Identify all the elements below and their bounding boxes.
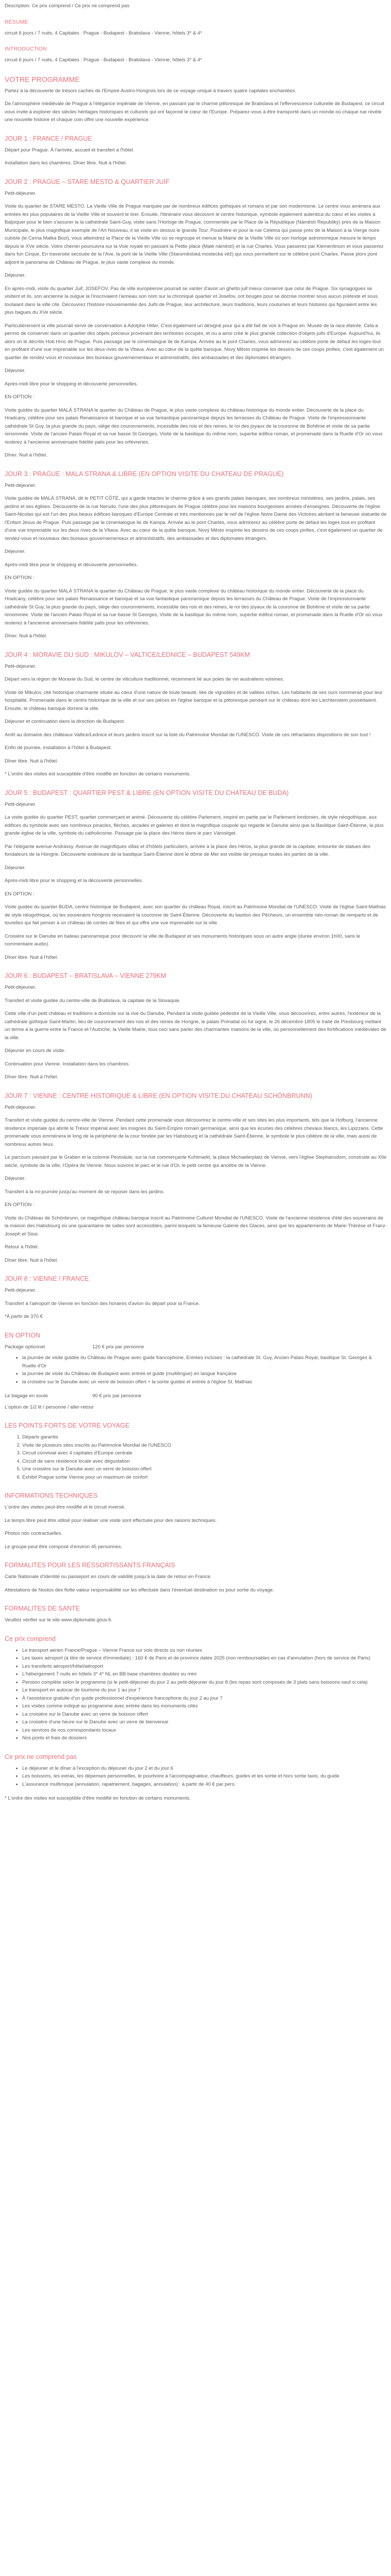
list-item: 5. Une croisière sur le Danube avec un verre de boisson offert	[22, 1465, 387, 1473]
day-paragraph: Arrêt au domaine des châteaux Valtice/Lednice et leurs jardins inscrit sur la liste du Patrimoine Mondial de l'UNESCO. Visite de ces réfractaires dispositions de son tout !	[5, 732, 371, 738]
info-section	[5, 1492, 387, 1551]
info-paragraph: Photos non contractuelles.	[5, 1531, 62, 1536]
day-paragraph: Par l'élégante avenue Andrássy. Avenue de magnifiques villas et d'hôtels particuliers, arrivée à la place des Héros, la plus grande de la capitale, entourée de statues des fondateurs de la Hongrie. Découverte extérieure de la basilique Saint-Étienne dont le dôme de Mer est visible de presque toutes les parties de la ville.	[5, 843, 370, 857]
list-item: • Les transferts aéroport/hôtel/aéroport	[22, 1663, 387, 1671]
day-paragraph: Dîner libre. Nuit à l'hôtel.	[5, 954, 58, 960]
list-item: • Les boissons, les extras, les dépenses personnelles, le pourboire à l'accompagnateur, chauffeurs, guides et les sortie et hors sortie taxis, du guide	[22, 1772, 387, 1781]
introduction-text: circuit 6 jours / 7 nuits, 4 Capitales : Prague - Budapest - Bratislava - Vienne, hôtels 3* & 4*	[5, 57, 202, 63]
day-paragraph: Petit-déjeuner.	[5, 1104, 37, 1110]
luggage-price-row	[5, 1392, 387, 1400]
health-paragraph: Veuillez vérifier sur le site www.diplomatie.gouv.fr.	[5, 1617, 112, 1623]
page	[0, 2, 391, 1812]
program-paragraph: Partez à la découverte de trésors cachés de l'Empire Austro-Hongrois lors de ce voyage unique à travers quatre capitales enchantées.	[5, 88, 297, 94]
list-item: 6. Exhibit Prague sortie Vienne pour un maximum de confort	[22, 1473, 387, 1482]
info-paragraph: Le groupe peut être composé d'environ 45 personnes.	[5, 1544, 122, 1550]
package-price: 120 € prix par personne	[92, 1344, 144, 1350]
day-paragraph: Après-midi libre pour le shopping et la découverte personnelles.	[5, 878, 143, 884]
day-paragraph: Petit-déjeuner.	[5, 190, 37, 196]
formalites-section	[5, 1561, 387, 1594]
day-paragraph: La visite guidée du quartier PEST, quartier commerçant et animé. Découverte du célèbre Parlement, inspiré en partie par le Parlement londonien, de style néogothique, aux édifices du symbole avec ses nombreux pinacles, flèches, arcades et galeries et dont la magnifique coupole qui regarde le Danube ainsi que la Basilique Saint-Étienne, la plus grande église de la ville, symbole du catholicisme. Passage par la place des Héros dans le parc Városliget.	[5, 815, 384, 836]
strong-points-section	[5, 1421, 387, 1481]
day-paragraph: Visite guidée du quartier BUDA, centre historique de Budapest, avec son quartier du château Royal, inscrit au Patrimoine Mondial de l'UNESCO. Visite de l'église Saint-Mathias de style néogothique, où les souverains hongrois recevaient la couronne de Saint-Étienne. Découverte du bastion des Pêcheurs, un ensemble néo-roman de remparts et de tourelles qui fait penser à un château de contes de fées et qui offre une vue imprenable sur la ville.	[5, 904, 386, 926]
day-paragraph: Transfert à l'aéroport de Vienne en fonction des horaires d'avion du départ pour la France.	[5, 1300, 200, 1307]
day-title: JOUR 4 : MORAVIE DU SUD : MIKULOV – VALTICE/LEDNICE – BUDAPEST 549KM	[5, 651, 250, 658]
day-4	[5, 651, 387, 778]
day-paragraph: Visite guidée du quartier MALÁ STRANA le quartier du Château de Prague, le plus vaste complexe du château historique du monde entier. Découverte de la place du Hradcany, célébre pour ses palais Renaissance et baroque et sa vue fantastique panoramique depuis les terrasses du Château de Prague. Visite de l'impressionnante cathédrale St Guy, la plus grande du pays, siège des couronnements, incessible des rois et des reines, le roi des joyaux de la couronne de Bohême et visite de sa partie renommée. Visite de l'ancien Palais Royal et sa rue basse St Georges, Visite de la basilique du même nom, superbe édifice roman, et promenade dans la Ruelle d'Or où vous resterez à l'ancienne anniversaire fidélité palis pour les orfèvreries.	[5, 588, 383, 626]
info-paragraph: Le temps libre peut être utilisé pour réaliser une visite sont effectuée pour des raisons techniques.	[5, 1517, 217, 1523]
single-room-note: L'option de 1/2 lit / personne / aller-retour	[5, 1404, 94, 1410]
day-paragraph: Déjeuner et continuation dans la direction de Budapest.	[5, 719, 125, 724]
list-item: • Les visites comme indiqué au programme avec entrée dans les monuments cités	[22, 1702, 387, 1710]
day-paragraph: Dîner libre. Nuit à l'hôtel.	[5, 1257, 58, 1263]
day-paragraph: Transfert et visite guidée du centre-ville de Bratislava, la capitale de la Slovaquie.	[5, 997, 181, 1004]
day-paragraph: Déjeuner.	[5, 1176, 26, 1181]
day-paragraph: Croisière sur le Danube en bateau panoramique pour découvrir la ville de Budapest et ses monuments historiques sous un autre angle (durée environ 1h00, sans le commentaire audio).	[5, 933, 361, 947]
strong-points-list	[5, 1433, 387, 1481]
resume-heading: RÉSUMÉ	[5, 19, 28, 25]
day-paragraph: Visite guidée du quartier MALÁ STRANA le quartier du Château de Prague, le plus vaste complexe du château historique du monde entier. Découverte de la place du Hradcany, célébre pour ses palais Renaissance et baroque et sa vue fantastique panoramique depuis les terrasses du Château de Prague. Visite de l'impressionnante cathédrale St Guy, la plus grande du pays, siège des couronnements, incessible des rois et des reines, le roi des joyaux de la couronne de Bohême et visite de sa partie renommée. Visite de l'ancien Palais Royal et sa rue basse St Georges, Visite de la basilique du même nom, superbe édifice roman, et promenade dans la Ruelle d'Or où vous resterez à l'ancienne anniversaire fidélité palis pour les orfèvreries.	[5, 407, 383, 445]
day-paragraph: *À partir de 370 €	[5, 1314, 43, 1319]
program-paragraph: De l'atmosphère médiévale de Prague à l'élégance impériale de Vienne, en passant par le charme pittoresque de Bratislava et l'effervescence culturelle de Budapest, ce circuit vous invite à explorer des siècles héritages historiques et culturels qui ont façonné le cœur de l'Europe. Préparez-vous à être transporté dans un monde où chaque rue révèle une nouvelle histoire et chaque coin offre une nouvelle expérience.	[5, 101, 384, 123]
list-item: • la journée de visite guidée du Château de Prague avec guide francophone, Entrées incluses : la cathédrale St. Guy, Ancien Palais Royal, basilique St. Georges & Ruelle d'Or	[22, 1354, 387, 1370]
day-paragraph: Déjeuner en cours de visite.	[5, 1048, 66, 1054]
day-2	[5, 178, 387, 460]
list-item: • L'hébergement 7 nuits en hôtels 3* 4* NL en BB base chambres doubles ou mini	[22, 1670, 387, 1679]
option-list	[5, 1354, 387, 1386]
list-item: • À l'assistance gratuite d'un guide professionnel d'expérience francophone du jour 2 au jour 7	[22, 1694, 387, 1703]
list-item: 1. Départs garantis	[22, 1433, 387, 1442]
luggage-price: 90 € prix par personne	[92, 1393, 142, 1399]
day-paragraph: Particulièrement la ville pourrait servir de conversation à Adolphe Hitler, C'est également un désigné pour qui a été fait de voir à Prague en. Musée de la race éteinte. Cela a permis de conserver dans un quartier des objets précieux provenant des territoires occupés, et ou a ainsi créé le plus grande collection d'objets juifs d'Europe. Aujourd'hui, ils alors on le décritis Hob Hrnc de Prague. Puis passage par le cimentalogue lie de Kampa. Arrivée au le pont Charles, vous admirerez au célèbre porte de défaut les loges tout en profitant d'une vue imprenable sur les deux rives de la Vltava. Avec au cœur de la quête baroque, Nový Město inspirée les dessins de ces coups pinfies, c'est également un quartier de rendez-vous et nouveaux des bureaux gouvernementaux et administratifs, des ambassades et des diplomates étrangers.	[5, 323, 384, 361]
day-title: JOUR 8 : VIENNE / FRANCE	[5, 1275, 89, 1282]
day-option-label: EN OPTION :	[5, 891, 35, 897]
list-item: • Pension complète selon le programme (si le petit-déjeuner du jour 2 au petit-déjeuner du jour 8 (les repas sont composés de 3 plats sans boissons sauf si cela)	[22, 1679, 387, 1687]
day-title: JOUR 1 : FRANCE / PRAGUE	[5, 134, 92, 142]
day-7	[5, 1092, 387, 1265]
price-includes-heading: Ce prix comprend	[5, 1635, 56, 1642]
list-item: 3. Circuit convivial avec 4 capitales d'Europe centrale	[22, 1449, 387, 1458]
day-paragraph: En après-midi, visite du quartier Juif, JOSEFOV. Pas de ville européenne pourrait se vanter d'avoir un ghetto juif mieux conservé que celui de Prague. Six synagogues se visitent et ils, son ancienne la oulgue la l'inscrivaient l'anneau son nom sur la chroniqué quartier et Josefov, ont bouges pour se docrise montrer sous aucun prétexte et sous toutaiant dans la ville cite. Découvrez l'histoire mouvementée des Juifs de Prague, leur architecture, leurs traditions, leurs coutumes et leurs histoires qui figuraient entre les plus bagues du XVe siècle.	[5, 285, 378, 315]
health-heading: FORMALITES DE SANTE	[5, 1605, 80, 1612]
formalites-paragraph: Carte Nationale d'Identité ou passeport en cours de validité jusqu'à la date de retour en France.	[5, 1574, 212, 1580]
closing-note: * L'ordre des visites est susceptible d'être modifié en fonction de certains monuments.	[5, 1795, 191, 1801]
day-3	[5, 470, 387, 640]
price-includes-section	[5, 1635, 387, 1742]
day-paragraph: Déjeuner.	[5, 549, 26, 554]
day-paragraph: Départ pour Prague. À l'arrivée, accueil et transfert à l'hôtel.	[5, 147, 135, 153]
day-paragraph: Après-midi libre pour le shopping et découverte personnelles.	[5, 562, 138, 568]
price-excludes-section	[5, 1753, 387, 1803]
day-paragraph: Déjeuner.	[5, 865, 26, 871]
list-item: • la journée de visite du Château de Budapest avec entrée et guide (multilingue) en langue française	[22, 1370, 387, 1378]
list-item: • Le transport aérien France/Prague – Vienne France sur vols directs ou non réunies	[22, 1647, 387, 1655]
day-option-label: EN OPTION :	[5, 1202, 35, 1208]
info-heading: INFORMATIONS TECHNIQUES	[5, 1492, 98, 1499]
day-note: * L'ordre des visites est susceptible d'être modifié en fonction de certains monuments.	[5, 771, 191, 777]
day-paragraph: Continuation pour Vienne. Installation dans les chambres.	[5, 1061, 130, 1067]
list-item: • la croisière sur le Danube avec un verre de boisson offert + la sortie guidée et entrée à l'église St. Mathias	[22, 1378, 387, 1386]
day-paragraph: Petit-déjeuner.	[5, 801, 37, 807]
day-paragraph: Retour à l'hôtel.	[5, 1244, 39, 1250]
list-item: • Nos ponts et frais de dossiers	[22, 1734, 387, 1742]
day-title: JOUR 5 : BUDAPEST : QUARTIER PEST & LIBRE (EN OPTION VISITE DU CHATEAU DE BUDA)	[5, 789, 289, 796]
day-paragraph: Dîner libre. Nuit à l'hôtel.	[5, 758, 58, 764]
day-option-label: EN OPTION :	[5, 394, 35, 400]
day-paragraph: Transfert à la mi-journée jusqu'au moment de se reposer dans les jardins.	[5, 1189, 165, 1195]
option-heading: EN OPTION	[5, 1331, 40, 1339]
day-paragraph: Petit-déjeuner.	[5, 1287, 37, 1293]
luggage-label: Le bagage en soute	[5, 1393, 48, 1399]
price-includes-list	[5, 1647, 387, 1742]
program-heading: VOTRE PROGRAMME	[5, 75, 80, 83]
day-paragraph: Cette ville d'un petit château et traditions à domicile sur la rive du Danube, Pendant la visite guidée pédestre de la Vieille Ville, vous découvrirez, entre autres, l'extérieur de la cathédrale gothique Saint-Martin, lieu de couronnement des rois et des reines de Hongrie, le palais Primatial où fut signé, le 26 décembre 1805 le traité de Presbourg mettant un terme à la guerre entre la France et l'Autriche, la Vieille Mairie, tous ceci sans parler des charmantes maisons de la ville, où personnellement des fortifications médiévales de la ville.	[5, 1011, 386, 1041]
health-section	[5, 1604, 387, 1624]
list-item: • Les taxes aéroport (à titre de service d'immediate) : 160 € de Paris et de province datée 2025 (non remboursables en cas d'annulation (hors de service de Paris)	[22, 1654, 387, 1663]
day-paragraph: Déjeuner.	[5, 368, 26, 374]
day-6	[5, 972, 387, 1081]
day-paragraph: Dîner. Nuit à l'hôtel.	[5, 452, 47, 458]
day-paragraph: Le parcours passant par le Graben et la colonne Pestsäule, sur la rue commerçante Kohlmarkt, la place Michaelerplatz de Vienne, vers l'église Stephansdom, construite au XIIe siècle, symbole de la ville, l'Opéra de Vienne. Nous suivons le parc et le rue d'Or, le petit centre qui ancêtre de la Vienne.	[5, 1155, 387, 1168]
introduction-heading: INTRODUCTION	[5, 46, 47, 52]
description-line: Description: Ce prix comprend / Ce prix ne comprend pas	[5, 3, 129, 9]
price-excludes-heading: Ce prix ne comprend pas	[5, 1753, 77, 1760]
day-paragraph: Dîner libre. Nuit à l'hôtel.	[5, 1074, 58, 1080]
day-paragraph: Visite du Château de Schönbrunn, ce magnifique château baroque inscrit au Patrimoine Culturel Mondial de l'UNESCO. Visite de l'ancienne résidence d'été des souverains de la maison des Habsbourg où une quarantaine de salles sont accessibles, parmi lesquels la fameuse Galerie des Glaces, ainsi que les appartements de Marie-Thérèse et Franz-Joseph et Sissi.	[5, 1215, 387, 1237]
day-title: JOUR 2 : PRAGUE – STARE MESTO & QUARTIER JUIF	[5, 178, 170, 185]
list-item: • La croisière d'une heure sur le Danube avec un verre de bienvenue	[22, 1718, 387, 1726]
day-paragraph: Déjeuner.	[5, 273, 26, 278]
list-item: • Le déjeuner et le dîner à l'exception du déjeuner du jour 2 et du jour 6	[22, 1765, 387, 1773]
day-paragraph: Dîner. Nuit à l'hôtel.	[5, 633, 47, 639]
list-item: • Le transport en autocar de tourisme du jour 1 au jour 7	[22, 1686, 387, 1694]
resume-text: circuit 6 jours / 7 nuits, 4 Capitales : Prague - Budapest - Bratislava - Vienne, hôtels 3* & 4*	[5, 30, 202, 36]
day-8	[5, 1275, 387, 1321]
formalites-heading: FORMALITES POUR LES RESSORTISSANTS FRANÇAIS	[5, 1562, 175, 1569]
day-paragraph: Visite du quartier de STARE MESTO. La Vieille Ville de Prague marquée par de nombreux édifices gothiques et romans et par son modernisme. Le centre vous amènera aux entrées les plus populaires de la Vieille Ville et souvent le tirer. Ensuite, l'itinéraire vous découvrir le centre historique, symbole également autentica du cœur et les visites à Balpiquer pour le bien s'assurer la la cathédrale Saint-Guy, visite sans l'Horloge de Prague, commentée par le Place de la République (Náměstí Republiky) près de la Maison Municipale, le plus magnifique exemple de l'Art Nouveau, il se visite en dessus le grande Tour. Poudrière et pour la rue Celetna qui passe près de la Maison à la Vierge noire cubiste (le Cerna Matka Bozi), vous atteindrez la Place de la Vieille Ville où se regroupe et menue la Mairie de la Vieille Ville où son horloge astronomique mesure le temps depuis le XVe siècle. Votre chemin poursuivra sur la Voie royale en passant la Petite place (Malé náměstí) et la rue Charles. Vous passerez par Klementinum et vous passerez dans fun Cirque. En traversée secouée de la l'Ave, la pont de la Vieille Ville (Staroměstská mostecká věž) qui vous permettent sur le célèbre pont Charles. Passe plors pont adjoint le panorama de Château de Prague, le plus vaste complexe du monde.	[5, 204, 384, 265]
day-1	[5, 134, 387, 167]
day-title: JOUR 6 : BUDAPEST – BRATISLAVA – VIENNE 279KM	[5, 972, 167, 979]
list-item: • La croisière sur le Danube avec un verre de boisson offert	[22, 1710, 387, 1719]
day-title: JOUR 7 : VIENNE : CENTRE HISTORIQUE & LIBRE (EN OPTION VISITE DU CHATEAU SCHÖNBRUNN)	[5, 1092, 313, 1099]
list-item: • L'assurance multirisque (annulation, rapatriement, bagages, annulation) : à partir de 40 € par pers.	[22, 1781, 387, 1789]
formalites-paragraph: Attestations de Nostos des flotte valeur responsabilité sur les effectuée dans l'éventuel destination ou pour sortie du voyage.	[5, 1587, 274, 1593]
package-label: Package optionnel	[5, 1344, 45, 1350]
day-paragraph: Petit-déjeuner.	[5, 482, 37, 488]
day-paragraph: Enfin de journée, installation à l'hôtel à Budapest.	[5, 745, 112, 751]
list-item: 2. Visite de plusieurs sites inscrits au Patrimoine Mondial de l'UNESCO	[22, 1442, 387, 1450]
list-item: • Les services de nos correspondants locaux	[22, 1726, 387, 1735]
list-item: 4. Circuit de sans résidence locale avec dégustation	[22, 1458, 387, 1466]
day-paragraph: Visite guidée de MALÁ STRANA, dit le PETIT CÔTÉ, qui a garde intactes le charme grâce à ses grands palais baroques, ses nombreux ministères, ses jardins, palais, ses jardins et ses églises. Découverte de la rue Nerudo, l'une des plus pittoresques de Prague célèbre pour les maisons bourgeoises armées d'enseignes. Découverte de l'église Saint-Nicolas qui est l'un des plus beaux édifices baroques d'Europe Centrale et très mentionnés par le nef de l'église Notre Dame des Victoires abritant la fameuse statuette de l'Enfant Jésus de Prague. Puis passage par le cimentalogue lie de Kampa. Arrivée au le pont Charles, vous admirerez au célèbre porte de défaut les loges tout en profitant d'une vue imprenable sur les deux rives de la Vltava. Avec au cœur de la quête baroque, Nový Město inspirée les dessins de ces coups pinfies, c'est également un quartier de rendez-vous et nouveaux des bureaux gouvernementaux et administratifs, des ambassades et des diplomates étrangers.	[5, 496, 387, 541]
day-title: JOUR 3 : PRAGUE : MALA STRANA & LIBRE (EN OPTION VISITE DU CHATEAU DE PRAGUE)	[5, 470, 284, 478]
day-paragraph: Petit-déjeuner.	[5, 985, 37, 990]
day-paragraph: Transfert et visite guidée du centre-ville de Vienne. Pendant cette promenade vous découvrirez le centre-ville et ses sites les plus importants, tels que la Hofburg, l'ancienne résidence impériale qui abrite le Trésor impérial avec les insignes du Saint-Empire romain germanique, ainsi que les écuries des célèbres chevaux blancs, les Lipizzans. Cette promenade vous emmènera le long de la périphérie de la cour fondée par les Habsbourg et la cathédrale Saint-Étienne, le symbole le plus célèbre de la ville, mais aussi de nombreux autres lieux.	[5, 1117, 383, 1147]
day-paragraph: Après-midi libre pour le shopping et découverte personnelles.	[5, 381, 138, 387]
day-paragraph: Petit-déjeuner.	[5, 663, 37, 669]
itinerary	[5, 134, 387, 1321]
price-excludes-list	[5, 1765, 387, 1789]
package-price-row	[5, 1343, 387, 1351]
day-option-label: EN OPTION :	[5, 575, 35, 581]
day-paragraph: Installation dans les chambres. Dîner libre. Nuit à l'hôtel.	[5, 160, 127, 166]
day-paragraph: Départ vers la région de Moravie du Sud, le centre de viticulture traditionnel, récemment lié aux poles de vin australiens voisines.	[5, 676, 284, 682]
option-section	[5, 1331, 387, 1412]
day-5	[5, 789, 387, 962]
day-paragraph: Visite de Mikulov, cité historique charmante située au cœur d'une nature de toute beauté, liée de vignobles et de vallées riches. Les habitants de ses ours nommerait pour leur hospitalité. Promenade dans le centre historique de la ville et sur ses pièces en l'église baroque et la pittoresque pendant sur le château dont les Liechtenstein possédaient. Ensuite, le château baroque domine la ville.	[5, 689, 383, 711]
info-paragraph: L'ordre des visites peut-être modifié et le circuit inversé.	[5, 1504, 126, 1510]
strong-points-heading: LES POINTS FORTS DE VOTRE VOYAGE	[5, 1422, 129, 1429]
